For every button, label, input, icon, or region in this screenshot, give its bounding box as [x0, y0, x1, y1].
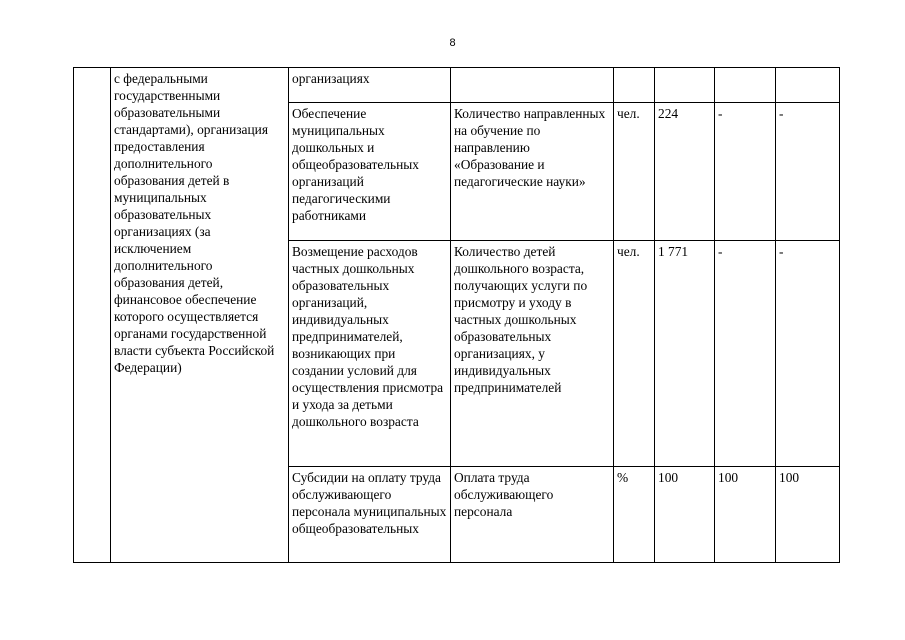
table-row	[74, 68, 840, 103]
activity-cell: Обеспечение муниципальных дошкольных и общеобразовательных организаций педагогическими работниками	[289, 103, 451, 241]
indicator-cell: Количество направленных на обучение по направлению «Образование и педагогические науки»	[451, 103, 614, 241]
value2-cell: -	[715, 103, 776, 241]
program-table	[73, 67, 840, 563]
unit-cell: чел.	[614, 103, 655, 241]
purpose-cell: с федеральными государственными образовательными стандартами), организация предоставления дополнительного образования детей в муниципальных образовательных организациях (за исключением дополнительного образования детей, финансовое обеспечение которого осуществляется органами государственной власти субъекта Российской Федерации)	[111, 68, 289, 563]
unit-cell: %	[614, 467, 655, 563]
value2-cell: 100	[715, 467, 776, 563]
value2-cell	[715, 68, 776, 103]
activity-cell: Возмещение расходов частных дошкольных образовательных организаций, индивидуальных предпринимателей, возникающих при создании условий для осуществления присмотра и ухода за детьми дошкольного возраста	[289, 241, 451, 467]
indicator-cell	[451, 68, 614, 103]
unit-cell	[614, 68, 655, 103]
activity-cell: Субсидии на оплату труда обслуживающего персонала муниципальных общеобразовательных	[289, 467, 451, 563]
activity-cell: организациях	[289, 68, 451, 103]
value1-cell: 224	[655, 103, 715, 241]
indicator-cell: Количество детей дошкольного возраста, получающих услуги по присмотру и уходу в частных дошкольных образовательных организациях, у индивидуальных предпринимателей	[451, 241, 614, 467]
value2-cell: -	[715, 241, 776, 467]
number-cell	[74, 68, 111, 563]
unit-cell: чел.	[614, 241, 655, 467]
value3-cell: 100	[776, 467, 840, 563]
value3-cell: -	[776, 241, 840, 467]
value3-cell: -	[776, 103, 840, 241]
page-number: 8	[449, 37, 456, 49]
value1-cell: 100	[655, 467, 715, 563]
value3-cell	[776, 68, 840, 103]
value1-cell	[655, 68, 715, 103]
indicator-cell: Оплата труда обслуживающего персонала	[451, 467, 614, 563]
value1-cell: 1 771	[655, 241, 715, 467]
